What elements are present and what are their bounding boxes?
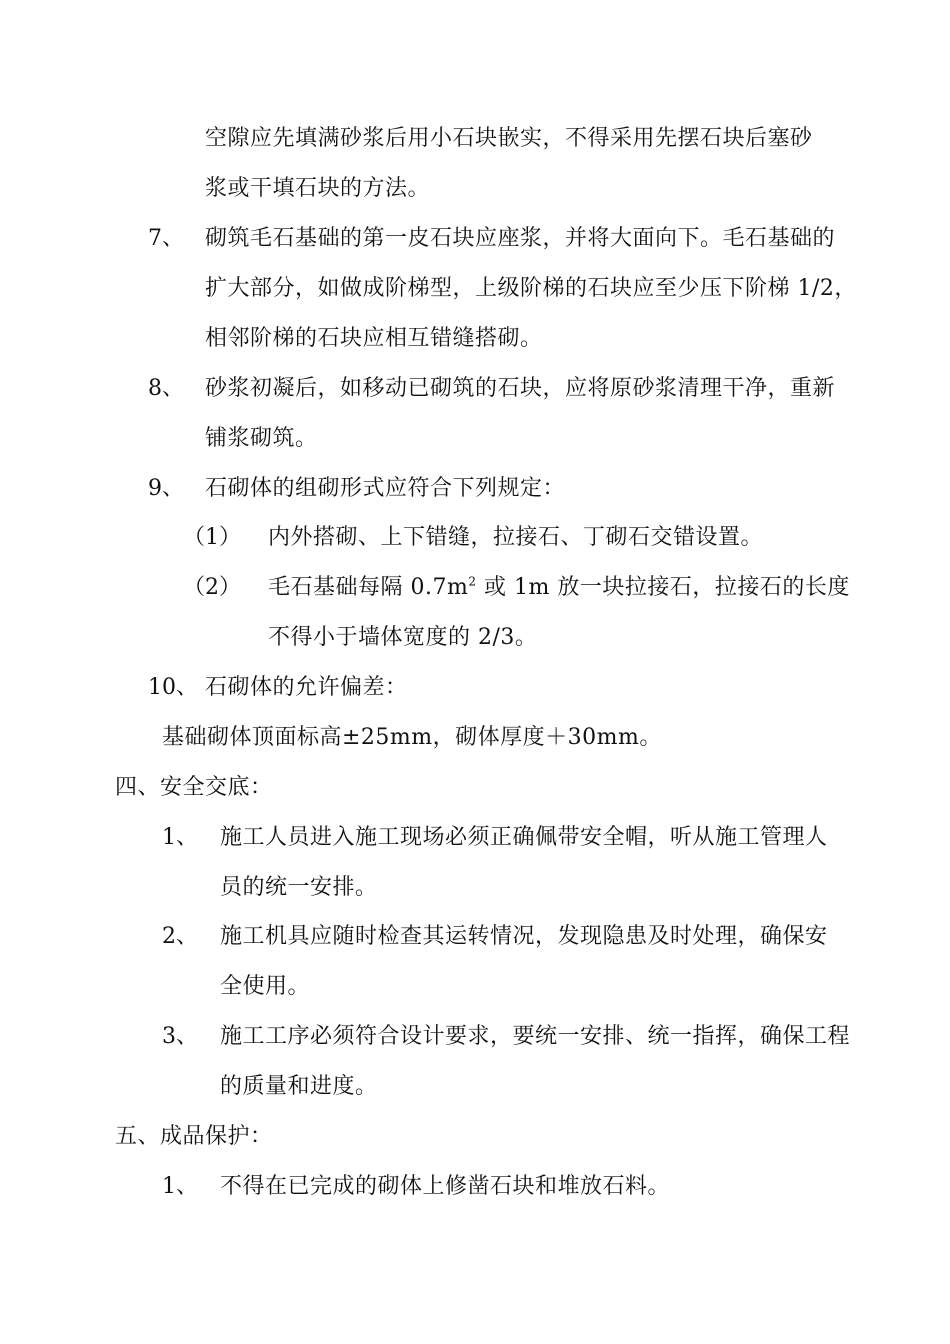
item9-line1: 石砌体的组砌形式应符合下列规定： [205,476,566,501]
item9-sub2-number: （2） [183,575,241,600]
item9-sub1-number: （1） [183,525,241,550]
item9-sub2-text-a: 毛石基础每隔 0.7m [268,575,469,600]
section4-item2-line1: 施工机具应随时检查其运转情况，发现隐患及时处理，确保安 [220,924,828,949]
section4-item3-line1: 施工工序必须符合设计要求，要统一安排、统一指挥，确保工程 [220,1024,851,1049]
section4-heading: 四、安全交底： [115,775,273,800]
item9-sub2-superscript: 2 [468,574,477,589]
section4-item2-number: 2、 [162,924,198,949]
item8-line1: 砂浆初凝后，如移动已砌筑的石块，应将原砂浆清理干净，重新 [205,376,836,401]
section4-item1-line1: 施工人员进入施工现场必须正确佩带安全帽，听从施工管理人 [220,825,828,850]
item9-sub2-text-b: 或 1m 放一块拉接石，拉接石的长度 [476,575,850,600]
section4-item3-line2: 的质量和进度。 [220,1074,378,1099]
section5-item1-number: 1、 [162,1174,198,1199]
item9-sub2-line1 [268,573,850,603]
section5-heading: 五、成品保护： [115,1124,273,1149]
item10-number: 10、 [148,675,198,700]
item10-detail: 基础砌体顶面标高±25mm，砌体厚度＋30mm。 [162,725,662,750]
section4-item1-number: 1、 [162,825,198,850]
item6-cont-line2: 浆或干填石块的方法。 [205,176,431,201]
item9-sub2-line2: 不得小于墙体宽度的 2/3。 [268,625,538,650]
item9-sub1-line1: 内外搭砌、上下错缝，拉接石、丁砌石交错设置。 [268,525,764,550]
item7-line1: 砌筑毛石基础的第一皮石块应座浆，并将大面向下。毛石基础的 [205,226,836,251]
item10-line1: 石砌体的允许偏差： [205,675,408,700]
section4-item1-line2: 员的统一安排。 [220,875,378,900]
item8-number: 8、 [148,376,184,401]
item7-number: 7、 [148,226,184,251]
item8-line2: 铺浆砌筑。 [205,426,318,451]
section4-item2-line2: 全使用。 [220,974,311,999]
item7-line2: 扩大部分，如做成阶梯型，上级阶梯的石块应至少压下阶梯 1/2， [205,276,857,301]
item9-number: 9、 [148,476,184,501]
section5-item1-line1: 不得在已完成的砌体上修凿石块和堆放石料。 [220,1174,671,1199]
item6-cont-line1: 空隙应先填满砂浆后用小石块嵌实，不得采用先摆石块后塞砂 [205,126,813,151]
item7-line3: 相邻阶梯的石块应相互错缝搭砌。 [205,326,543,351]
section4-item3-number: 3、 [162,1024,198,1049]
